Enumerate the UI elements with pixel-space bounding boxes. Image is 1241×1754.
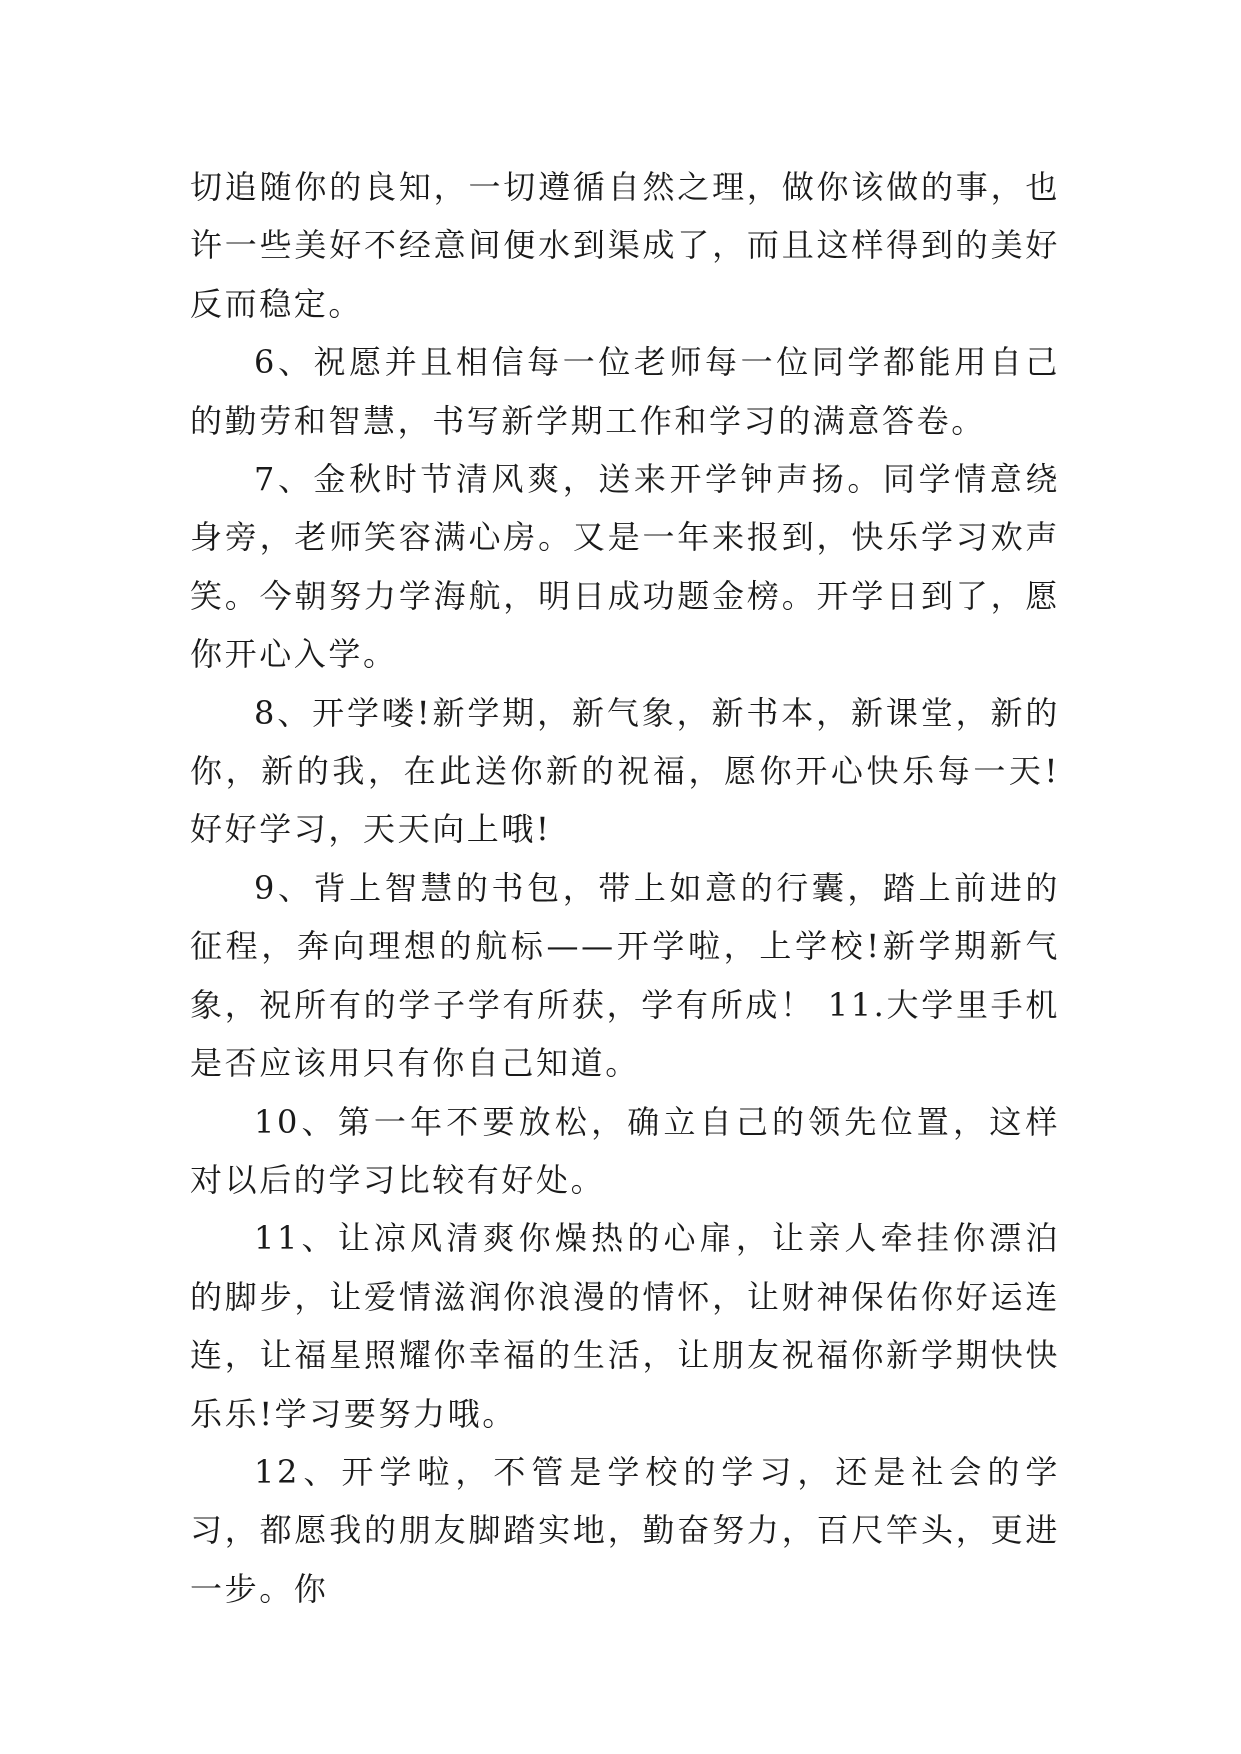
document-body: [190, 158, 1060, 1618]
paragraph-10: 10、第一年不要放松，确立自己的领先位置，这样对以后的学习比较有好处。: [190, 1102, 1060, 1199]
paragraph-12: 12、开学啦，不管是学校的学习，还是社会的学习，都愿我的朋友脚踏实地，勤奋努力，百尺竿头，更进一步。你: [190, 1452, 1060, 1608]
paragraph-continued: 切追随你的良知，一切遵循自然之理，做你该做的事，也许一些美好不经意间便水到渠成了，而且这样得到的美好反而稳定。: [190, 168, 1060, 323]
paragraph-8: 8、开学喽!新学期，新气象，新书本，新课堂，新的你，新的我，在此送你新的祝福，愿你开心快乐每一天!好好学习，天天向上哦!: [190, 693, 1060, 849]
paragraph-9: 9、背上智慧的书包，带上如意的行囊，踏上前进的征程，奔向理想的航标——开学啦，上学校!新学期新气象，祝所有的学子学有所获，学有所成！ 11.大学里手机是否应该用只有你自己知道。: [190, 868, 1060, 1083]
paragraph-6: 6、祝愿并且相信每一位老师每一位同学都能用自己的勤劳和智慧，书写新学期工作和学习的满意答卷。: [190, 343, 1060, 440]
paragraph-7: 7、金秋时节清风爽，送来开学钟声扬。同学情意绕身旁，老师笑容满心房。又是一年来报到，快乐学习欢声笑。今朝努力学海航，明日成功题金榜。开学日到了，愿你开心入学。: [190, 460, 1060, 674]
paragraph-11: 11、让凉风清爽你燥热的心扉，让亲人牵挂你漂泊的脚步，让爱情滋润你浪漫的情怀，让财神保佑你好运连连，让福星照耀你幸福的生活，让朋友祝福你新学期快快乐乐!学习要努力哦。: [190, 1219, 1060, 1433]
